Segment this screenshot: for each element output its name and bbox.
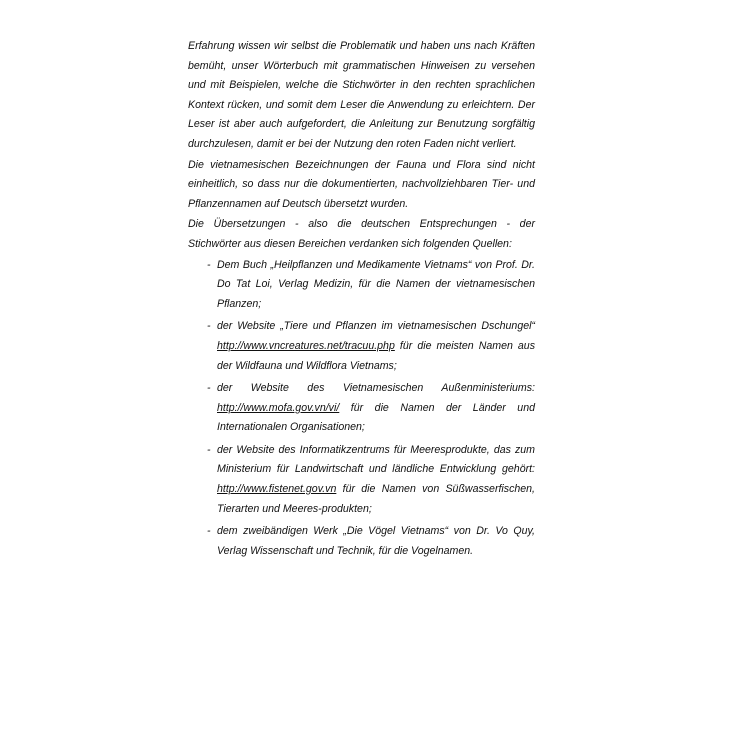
list-item-text: für die Namen der Länder und Internationalen Organisationen; — [217, 401, 535, 434]
list-item-text: der Website des Vietnamesischen Außenministeriums: — [217, 382, 535, 395]
sources-list — [188, 256, 535, 562]
list-item-source-fistenet — [188, 441, 535, 519]
list-item-source-mofa — [188, 379, 535, 438]
list-item-text: der Website „Tiere und Pflanzen im vietnamesischen Dschungel“ — [217, 320, 535, 333]
bullet-dash: - — [207, 382, 211, 395]
list-item-text: der Website des Informatikzentrums für Meeresprodukte, das zum Ministerium für Landwirtschaft und ländliche Entwicklung gehört: — [217, 443, 535, 476]
list-item-text: Dem Buch „Heilpflanzen und Medikamente Vietnams“ von Prof. Dr. Do Tat Loi, Verlag Medizin, für die Namen der vietnamesischen Pflanzen; — [217, 258, 535, 310]
fistenet-link[interactable]: http://www.fistenet.gov.vn — [217, 483, 337, 496]
paragraph-intro: Erfahrung wissen wir selbst die Problematik und haben uns nach Kräften bemüht, unser Wörterbuch mit grammatischen Hinweisen zu versehen und mit Beispielen, welche die Stichwörter in den rechten sprachlichen Kontext rücken, und somit dem Leser die Anwendung zu erleichtern. Der Leser ist aber auch aufgefordert, die Anleitung zur Benutzung sorgfältig durchzulesen, damit er bei der Nutzung den roten Faden nicht verliert. — [188, 40, 535, 150]
list-item-source-vncreatures — [188, 317, 535, 376]
vncreatures-link[interactable]: http://www.vncreatures.net/tracuu.php — [217, 339, 395, 352]
paragraph-fauna-flora: Die vietnamesischen Bezeichnungen der Fauna und Flora sind nicht einheitlich, so dass nur die dokumentierten, nachvollziehbaren Tier- und Pflanzennamen auf Deutsch übersetzt wurden. — [188, 158, 535, 210]
bullet-dash: - — [207, 443, 211, 456]
document-body — [188, 37, 535, 564]
list-item-text: für die Namen von Süßwasserfischen, Tierarten und Meeres-produkten; — [217, 483, 535, 515]
bullet-dash: - — [207, 525, 211, 538]
list-item-text: dem zweibändigen Werk „Die Vögel Vietnams“ von Dr. Vo Quy, Verlag Wissenschaft und Technik, für die Vogelnamen. — [217, 525, 535, 557]
list-item-source-book-birds — [188, 522, 535, 561]
bullet-dash: - — [207, 320, 211, 333]
list-item-source-book-plants — [188, 256, 535, 315]
mofa-link[interactable]: http://www.mofa.gov.vn/vi/ — [217, 401, 340, 414]
paragraph-sources-intro: Die Übersetzungen - also die deutschen Entsprechungen - der Stichwörter aus diesen Bereichen verdanken sich folgenden Quellen: — [188, 218, 535, 250]
bullet-dash: - — [207, 258, 211, 271]
list-item-text: für die meisten Namen aus der Wildfauna und Wildflora Vietnams; — [217, 339, 535, 372]
